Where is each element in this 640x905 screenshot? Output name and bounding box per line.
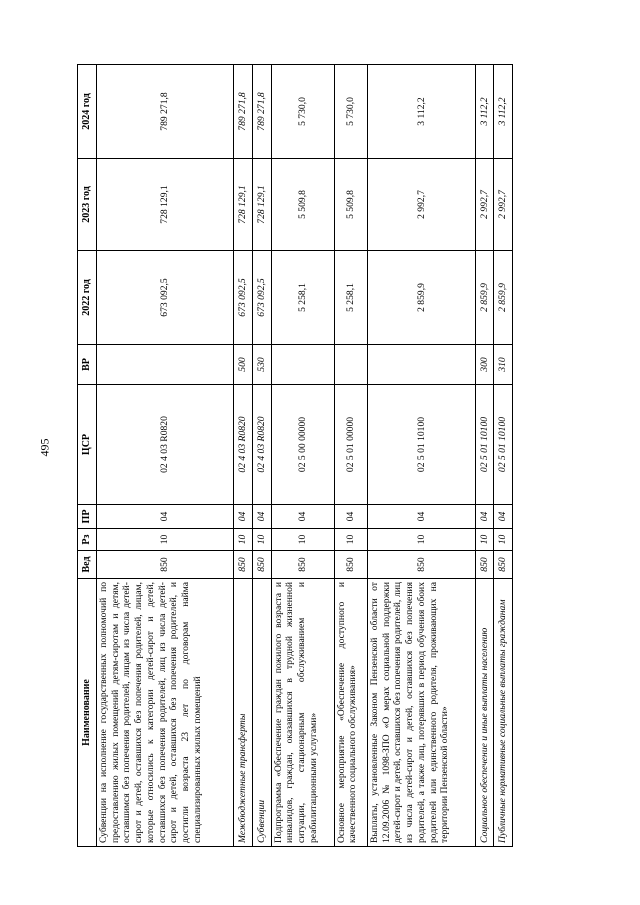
cell-csr: 02 4 03 R0820 [97, 385, 234, 505]
cell-2022: 673 092,5 [252, 251, 271, 345]
cell-rz: 10 [368, 529, 476, 551]
header-name: Наименование [78, 579, 97, 847]
cell-2024: 789 271,8 [252, 65, 271, 159]
cell-ved: 850 [271, 551, 334, 579]
cell-pr: 04 [494, 505, 513, 529]
cell-rz: 10 [271, 529, 334, 551]
cell-rz: 10 [252, 529, 271, 551]
cell-csr: 02 5 01 10100 [368, 385, 476, 505]
cell-2024: 789 271,8 [97, 65, 234, 159]
table-row [234, 65, 253, 847]
cell-csr: 02 4 03 R0820 [252, 385, 271, 505]
table-row [271, 65, 334, 847]
cell-2024: 789 271,8 [234, 65, 253, 159]
header-2022: 2022 год [78, 251, 97, 345]
cell-csr: 02 5 01 10100 [494, 385, 513, 505]
cell-vr: 300 [475, 345, 494, 385]
header-2023: 2023 год [78, 159, 97, 251]
cell-pr: 04 [475, 505, 494, 529]
header-rz: Рз [78, 529, 97, 551]
cell-2023: 2 992,7 [475, 159, 494, 251]
cell-2024: 3 112,2 [475, 65, 494, 159]
cell-ved: 850 [475, 551, 494, 579]
cell-ved: 850 [234, 551, 253, 579]
cell-name: Подпрограмма «Обеспечение граждан пожилого возраста и инвалидов, граждан, оказавшихся в трудной жизненной ситуации, стационарным обслуживанием и реабилитационными услугами» [271, 579, 334, 847]
cell-2022: 2 859,9 [494, 251, 513, 345]
cell-2022: 673 092,5 [234, 251, 253, 345]
cell-name: Выплаты, установленные Законом Пензенской области от 12.09.2006 № 1098-ЗПО «О мерах социальной поддержки детей-сирот и детей, оставшихся без попечения родителей, лиц из числа детей-сирот и детей, оставшихся без попечения родителей, а также лиц, потерявших в период обучения обоих родителей или единственного родителя, проживающих на территории Пензенской области» [368, 579, 476, 847]
header-ved: Вед [78, 551, 97, 579]
header-2024: 2024 год [78, 65, 97, 159]
cell-name: Межбюджетные трансферты [234, 579, 253, 847]
cell-2023: 2 992,7 [494, 159, 513, 251]
table-header-row [78, 65, 97, 847]
cell-2023: 728 129,1 [234, 159, 253, 251]
cell-ved: 850 [97, 551, 234, 579]
cell-pr: 04 [97, 505, 234, 529]
cell-name: Субвенции [252, 579, 271, 847]
cell-pr: 04 [234, 505, 253, 529]
cell-2022: 5 258,1 [334, 251, 367, 345]
cell-2022: 5 258,1 [271, 251, 334, 345]
cell-rz: 10 [234, 529, 253, 551]
cell-vr [97, 345, 234, 385]
cell-pr: 04 [271, 505, 334, 529]
cell-name: Публичные нормативные социальные выплаты гражданам [494, 579, 513, 847]
cell-2023: 728 129,1 [252, 159, 271, 251]
cell-2024: 5 730,0 [271, 65, 334, 159]
table-row [97, 65, 234, 847]
cell-pr: 04 [368, 505, 476, 529]
cell-csr: 02 5 00 00000 [271, 385, 334, 505]
cell-ved: 850 [368, 551, 476, 579]
cell-rz: 10 [494, 529, 513, 551]
cell-csr: 02 4 03 R0820 [234, 385, 253, 505]
page-number: 495 [37, 438, 52, 457]
header-csr: ЦСР [78, 385, 97, 505]
cell-pr: 04 [334, 505, 367, 529]
cell-rz: 10 [334, 529, 367, 551]
cell-vr: 310 [494, 345, 513, 385]
table-row [252, 65, 271, 847]
cell-csr: 02 5 01 00000 [334, 385, 367, 505]
cell-vr: 530 [252, 345, 271, 385]
cell-2024: 5 730,0 [334, 65, 367, 159]
table-row [475, 65, 494, 847]
table-row [494, 65, 513, 847]
cell-name: Субвенции на исполнение государственных полномочий по предоставлению жилых помещений детям-сиротам и детям, оставшимся без попечения родителей, лицам из числа детей-сирот и детей, оставшихся без попечения родителей, лицам, которые относились к категории детей-сирот и детей, оставшихся без попечения родителей, лиц из числа детей-сирот и детей, оставшихся без попечения родителей, и достигли возраста 23 лет по договорам найма специализированных жилых помещений [97, 579, 234, 847]
cell-ved: 850 [252, 551, 271, 579]
cell-2022: 2 859,9 [475, 251, 494, 345]
cell-ved: 850 [494, 551, 513, 579]
table-row [368, 65, 476, 847]
cell-2023: 728 129,1 [97, 159, 234, 251]
cell-csr: 02 5 01 10100 [475, 385, 494, 505]
rotated-table-wrapper [77, 65, 513, 847]
header-vr: ВР [78, 345, 97, 385]
cell-2022: 2 859,9 [368, 251, 476, 345]
budget-table [77, 64, 513, 847]
cell-ved: 850 [334, 551, 367, 579]
cell-pr: 04 [252, 505, 271, 529]
cell-vr [368, 345, 476, 385]
cell-2023: 5 509,8 [271, 159, 334, 251]
cell-rz: 10 [475, 529, 494, 551]
cell-vr: 500 [234, 345, 253, 385]
cell-rz: 10 [97, 529, 234, 551]
cell-name: Основное мероприятие «Обеспечение доступного и качественного социального обслуживания» [334, 579, 367, 847]
cell-vr [334, 345, 367, 385]
cell-2024: 3 112,2 [368, 65, 476, 159]
cell-2024: 3 112,2 [494, 65, 513, 159]
cell-2023: 5 509,8 [334, 159, 367, 251]
table-row [334, 65, 367, 847]
cell-2023: 2 992,7 [368, 159, 476, 251]
header-pr: ПР [78, 505, 97, 529]
cell-name: Социальное обеспечение и иные выплаты населению [475, 579, 494, 847]
cell-2022: 673 092,5 [97, 251, 234, 345]
cell-vr [271, 345, 334, 385]
